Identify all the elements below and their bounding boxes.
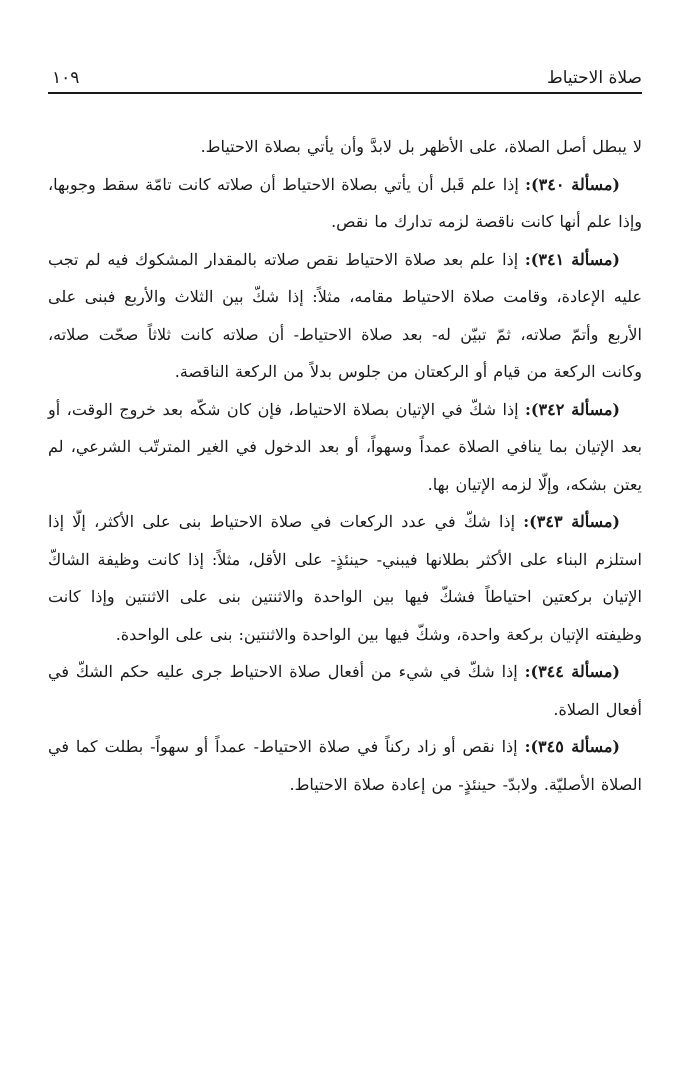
paragraph-issue-344 — [48, 653, 642, 728]
paragraph-text: إذا علم بعد صلاة الاحتياط نقص صلاته بالمقدار المشكوك فيه لم تجب عليه الإعادة، وقامت صلاة الاحتياط مقامه، مثلاً: إذا شكّ بين الثلاث والأربع فبنى على الأربع وأتمّ صلاته، ثمّ تبيّن له- بعد صلاة الاحتياط- أن صلاته كانت ثلاثاً صحّت صلاته، وكانت الركعة من قيام أو الركعتان من جلوس بدلاً من الركعة الناقصة. — [48, 249, 642, 381]
issue-label: (مسألة ٣٤٤): — [524, 662, 621, 681]
paragraph-issue-341 — [48, 241, 642, 391]
paragraph-text: لا يبطل أصل الصلاة، على الأظهر بل لابدَّ وأن يأتي بصلاة الاحتياط. — [200, 137, 642, 156]
paragraph-text: إذا شكّ في شيء من أفعال صلاة الاحتياط جرى عليه حكم الشكّ في أفعال الصلاة. — [48, 662, 642, 719]
book-page — [48, 0, 642, 1073]
issue-label: (مسألة ٣٤٥): — [524, 737, 620, 756]
paragraph-text: إذا شكّ في الإتيان بصلاة الاحتياط، فإن كان شكّه بعد خروج الوقت، أو بعد الإتيان بما ينافي الصلاة عمداً وسهواً، أو بعد الدخول في الغير المترتّب الشرعي، لم يعتن بشكه، وإلّا لزمه الإتيان بها. — [48, 399, 643, 494]
paragraph-text: إذا شكّ في عدد الركعات في صلاة الاحتياط بنى على الأكثر، إلّا إذا استلزم البناء على الأكثر بطلانها فيبني- حينئذٍ- على الأقل، مثلاً: إذا كانت وظيفة الشاكّ الإتيان بركعتين احتياطاً فشكّ فيها بين الواحدة والاثنتين بنى على الاثنتين وإذا كانت وظيفته الإتيان بركعة واحدة، وشكّ فيها بين الواحدة والاثنتين: بنى على الواحدة. — [48, 512, 642, 644]
paragraph-continuation — [48, 128, 642, 166]
paragraph-issue-340 — [48, 166, 642, 241]
page-body — [48, 128, 642, 803]
paragraph-issue-342 — [48, 391, 642, 504]
issue-label: (مسألة ٣٤٠): — [525, 174, 620, 194]
paragraph-issue-345 — [48, 728, 642, 803]
issue-label: (مسألة ٣٤١): — [524, 249, 621, 269]
issue-label: (مسألة ٣٤٣): — [523, 512, 621, 531]
paragraph-text: إذا نقص أو زاد ركناً في صلاة الاحتياط- عمداً أو سهواً- بطلت كما في الصلاة الأصليّة. ولابدّ- حينئذٍ- من إعادة صلاة الاحتياط. — [48, 737, 642, 794]
paragraph-issue-343 — [48, 503, 642, 653]
issue-label: (مسألة ٣٤٢): — [525, 399, 621, 419]
running-title: صلاة الاحتياط — [547, 68, 642, 88]
page-header — [48, 62, 642, 96]
page-number: ١٠٩ — [52, 68, 80, 88]
header-rule — [48, 92, 642, 94]
paragraph-text: إذا علم قَبل أن يأتي بصلاة الاحتياط أن صلاته كانت تامّة سقط وجوبها، وإذا علم أنها كانت ناقصة لزمه تدارك ما نقص. — [48, 174, 642, 231]
